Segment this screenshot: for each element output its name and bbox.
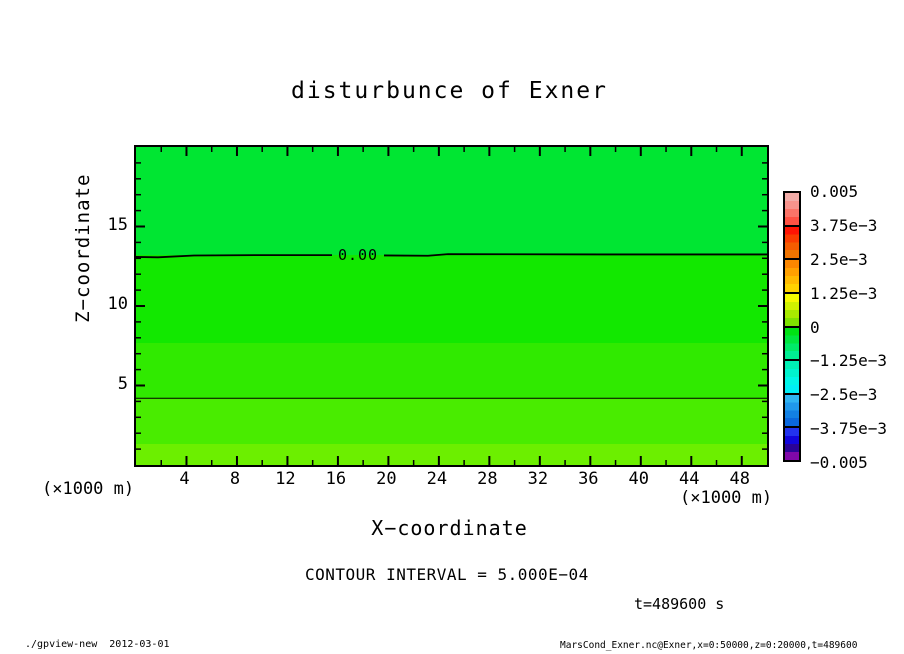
x-axis-title: X−coordinate [371,516,528,540]
x-tick-label: 24 [426,469,448,489]
colorbar-tick-label: −3.75e−3 [810,419,888,439]
time-label: t=489600 s [634,595,725,613]
colorbar [783,191,801,462]
x-tick-label: 32 [527,469,549,489]
colorbar-tick-label: −2.5e−3 [810,385,878,405]
ticks-and-contours-layer [136,147,767,465]
x-tick-label: 28 [477,469,498,489]
colorbar-tick-label: 3.75e−3 [810,215,878,235]
colorbar-tick-label: 0.005 [810,182,859,201]
colorbar-tick-label: −0.005 [810,453,868,472]
colorbar-cell [785,193,799,225]
footer-source-text: MarsCond_Exner.nc@Exner,x=0:50000,z=0:20000,t=489600 [560,640,858,651]
colorbar-cell [785,426,799,460]
x-tick-label: 4 [179,469,190,489]
x-tick-label: 40 [628,469,650,489]
y-tick-label: 10 [107,294,128,314]
x-tick-label: 20 [376,469,397,489]
footer-command-text: ./gpview-new 2012-03-01 [25,639,170,650]
contour-label: 0.00 [337,246,379,265]
x-tick-label: 16 [325,469,347,489]
y-axis-unit-label: (×1000 m) [42,479,135,499]
x-tick-label: 36 [578,469,599,489]
colorbar-tick-label: 1.25e−3 [810,283,878,303]
x-tick-label: 44 [679,469,700,489]
x-tick-label: 12 [275,469,296,489]
y-tick-label: 5 [117,373,128,394]
x-axis-unit-label: (×1000 m) [680,488,773,508]
colorbar-tick-label: −1.25e−3 [810,351,888,371]
colorbar-cell [785,258,799,292]
chart-title: disturbunce of Exner [291,78,608,104]
colorbar-cell [785,326,799,360]
contour-interval-text: CONTOUR INTERVAL = 5.000E−04 [305,565,589,584]
colorbar-tick-label: 0 [810,317,820,337]
plot-area [134,145,769,467]
colorbar-cell [785,359,799,393]
colorbar-cell [785,393,799,427]
figure-canvas: disturbunce of Exner 0.00 Z−coordinate X−coordinate (×1000 m) (×1000 m) CONTOUR INTERVAL = 5.000E−04 t=489600 s ./gpview-new 2012-03-01 MarsCond_Exner.nc@Exner,x=0:50000,z=0:20000,t=489600 5 10 15 4 8 12 16 20 24 28 32 36 40 44 48 0.005 3.75e−3 2.5e−3 1.25e−3 0 −1.25e−3 −2.5e−3 −3.75e−3 −0.005 [0,0,904,654]
colorbar-tick-label: 2.5e−3 [810,249,868,269]
colorbar-cell [785,292,799,326]
colorbar-cell [785,225,799,259]
x-tick-label: 8 [229,469,241,489]
y-tick-label: 15 [107,214,128,235]
x-tick-label: 48 [729,469,750,489]
